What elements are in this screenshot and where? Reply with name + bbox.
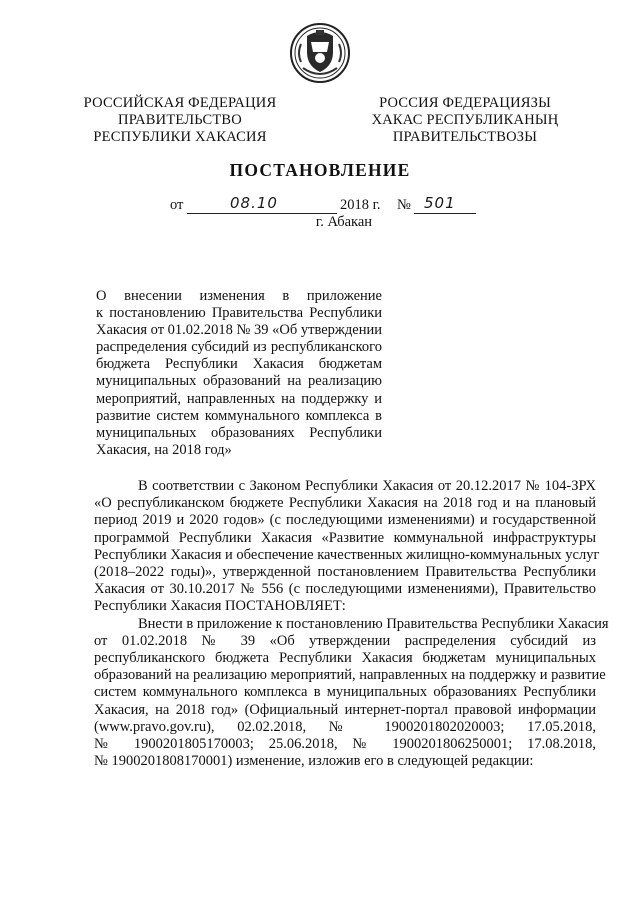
subject-line: Хакасия, на 2018 год»: [96, 441, 232, 458]
body-line: Хакасия от 30.10.2017 № 556 (с последующими изменениями), Правительство: [94, 581, 596, 598]
body-line: образований на реализацию мероприятий, направленных на поддержку и развитие: [94, 667, 606, 684]
body-line: № 1900201808170001) изменение, изложив его в следующей редакции:: [94, 753, 534, 770]
subject-line: мероприятий, направленных на поддержку и: [96, 390, 382, 407]
number-label: №: [397, 197, 411, 213]
document-title: ПОСТАНОВЛЕНИЕ: [229, 160, 411, 180]
subject-line: бюджета Республики Хакасия бюджетам: [96, 356, 382, 373]
city-line: г. Абакан: [315, 214, 373, 230]
body-line: Республики Хакасия и обеспечение качественных жилищно-коммунальных услуг: [94, 546, 600, 563]
date-handwritten: 08.10: [230, 194, 278, 212]
body-line: период 2019 и 2020 годов» (с последующими изменениями) и государственной: [94, 512, 596, 529]
body-line: Республики Хакасия ПОСТАНОВЛЯЕТ:: [94, 598, 346, 615]
body-line: от 01.02.2018 № 39 «Об утверждении распределения субсидий из: [94, 632, 596, 649]
body-line: Хакасия, на 2018 год» (Официальный интернет-портал правовой информации: [94, 701, 596, 718]
body-line: программой Республики Хакасия «Развитие коммунальной инфраструктуры: [94, 529, 596, 546]
header-left-line: РОССИЙСКАЯ ФЕДЕРАЦИЯ: [83, 95, 277, 111]
subject-line: Хакасия от 01.02.2018 № 39 «Об утверждении: [96, 322, 383, 339]
subject-line: развитие систем коммунального комплекса в: [96, 407, 382, 424]
header-right-block: [365, 95, 565, 146]
body-line: (www.pravo.gov.ru), 02.02.2018, № 1900201802020003; 17.05.2018,: [94, 718, 596, 735]
header-left-block: [80, 95, 280, 146]
body-line: № 1900201805170003; 25.06.2018, № 1900201806250001; 17.08.2018,: [94, 736, 596, 753]
subject-line: муниципальных образований на реализацию: [96, 373, 382, 390]
body-line: систем коммунального комплекса в муниципальных образованиях Республики: [94, 684, 596, 701]
header-left-line: РЕСПУБЛИКИ ХАКАСИЯ: [93, 129, 267, 145]
header-right-line: ПРАВИТЕЛЬСТВОЗЫ: [392, 129, 538, 145]
subject-line: распределения субсидий из республиканского: [96, 339, 382, 356]
header-right-line: РОССИЯ ФЕДЕРАЦИЯЗЫ: [379, 95, 551, 111]
body-line: республиканского бюджета Республики Хакасия бюджетам муниципальных: [94, 650, 596, 667]
year-label: 2018 г.: [340, 197, 381, 213]
subject-block: [96, 288, 382, 459]
body-line: (2018–2022 годы)», утвержденной постановлением Правительства Республики: [94, 564, 596, 581]
subject-line: муниципальных образованиях Республики: [96, 424, 382, 441]
body-line: В соответствии с Законом Республики Хакасия от 20.12.2017 № 104-ЗРХ: [138, 478, 596, 494]
body-line: «О республиканском бюджете Республики Хакасия на 2018 год и на плановый: [94, 495, 596, 512]
header-left-line: ПРАВИТЕЛЬСТВО: [118, 112, 242, 128]
number-handwritten: 501: [424, 194, 456, 212]
coat-of-arms-emblem: [289, 22, 351, 84]
date-from-label: от: [170, 197, 184, 213]
body-line: Внести в приложение к постановлению Правительства Республики Хакасия: [138, 615, 609, 632]
subject-line: О внесении изменения в приложение: [96, 288, 382, 304]
header-right-line: ХАКАС РЕСПУБЛИКАНЫҢ: [371, 112, 559, 128]
subject-line: к постановлению Правительства Республики: [96, 305, 382, 322]
body-text: [94, 478, 609, 770]
